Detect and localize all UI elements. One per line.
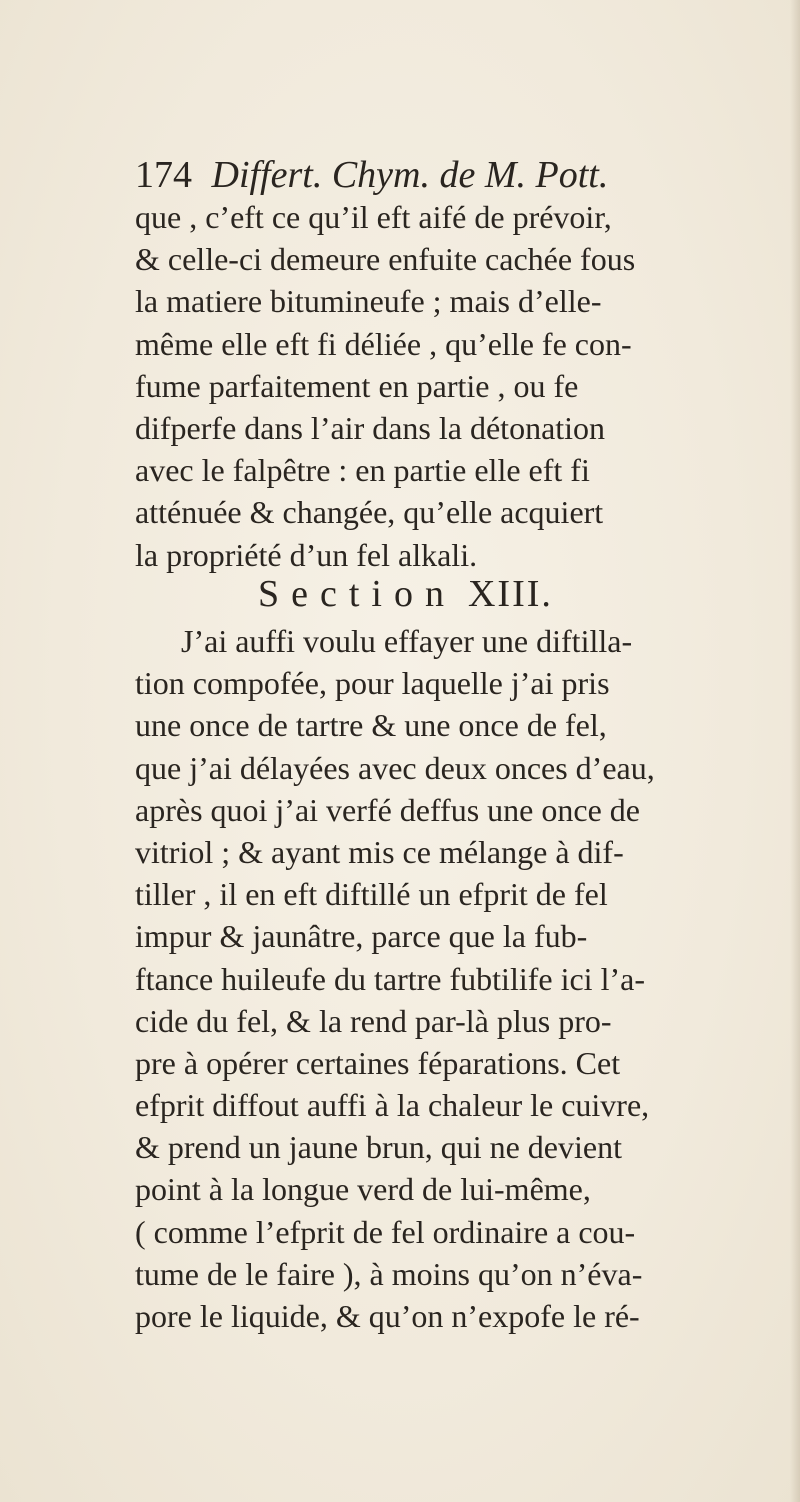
page-number: 174 — [135, 154, 192, 196]
text-line: J’ai auffi voulu effayer une diftilla- — [181, 623, 633, 659]
text-line: difperfe dans l’air dans la détonation — [135, 409, 606, 446]
text-line: & celle-ci demeure enfuite cachée fous — [135, 241, 636, 278]
section-word: Section — [258, 573, 456, 615]
text-line: que j’ai délayées avec deux onces d’eau, — [135, 749, 655, 786]
text-line: ftance huileufe du tartre fubtilife ici l’a- — [135, 960, 645, 997]
page-header — [135, 150, 608, 200]
text-line: point à la longue verd de lui-même, — [135, 1171, 591, 1208]
text-line: cide du fel, & la rend par-là plus pro- — [135, 1002, 612, 1039]
section-numeral: XIII. — [467, 573, 553, 615]
text-line: la propriété d’un fel alkali. — [135, 536, 478, 573]
text-line: la matiere bitumineufe ; mais d’elle- — [135, 283, 602, 320]
text-line: tume de le faire ), à moins qu’on n’éva- — [135, 1255, 643, 1292]
text-line: & prend un jaune brun, qui ne devient — [135, 1129, 622, 1166]
text-line: tion compofée, pour laquelle j’ai pris — [135, 665, 610, 702]
text-line: pre à opérer certaines féparations. Cet — [135, 1044, 621, 1081]
text-line: avec le falpêtre : en partie elle eft fi — [135, 452, 590, 489]
text-line: tiller , il en eft diftillé un efprit de fel — [135, 876, 608, 913]
text-line: vitriol ; & ayant mis ce mélange à dif- — [135, 833, 624, 870]
running-title: Differt. Chym. de M. Pott. — [211, 154, 609, 196]
paragraph-1 — [135, 196, 775, 576]
text-line: pore le liquide, & qu’on n’expofe le ré- — [135, 1298, 640, 1334]
text-line: atténuée & changée, qu’elle acquiert — [135, 494, 604, 531]
text-line: fume parfaitement en partie , ou fe — [135, 367, 579, 404]
text-line: efprit diffout auffi à la chaleur le cuivre, — [135, 1087, 650, 1124]
text-line: après quoi j’ai verfé deffus une once de — [135, 791, 640, 828]
text-line: impur & jaunâtre, parce que la fub- — [135, 918, 588, 955]
text-line: une once de tartre & une once de fel, — [135, 707, 607, 744]
paragraph-2 — [135, 620, 775, 1337]
section-heading — [258, 572, 553, 616]
text-line: ( comme l’efprit de fel ordinaire a cou- — [135, 1213, 636, 1250]
page-edge-shadow — [790, 0, 800, 1502]
text-line: même elle eft fi déliée , qu’elle fe con- — [135, 325, 632, 362]
text-line: que , c’eft ce qu’il eft aifé de prévoir, — [135, 199, 612, 235]
